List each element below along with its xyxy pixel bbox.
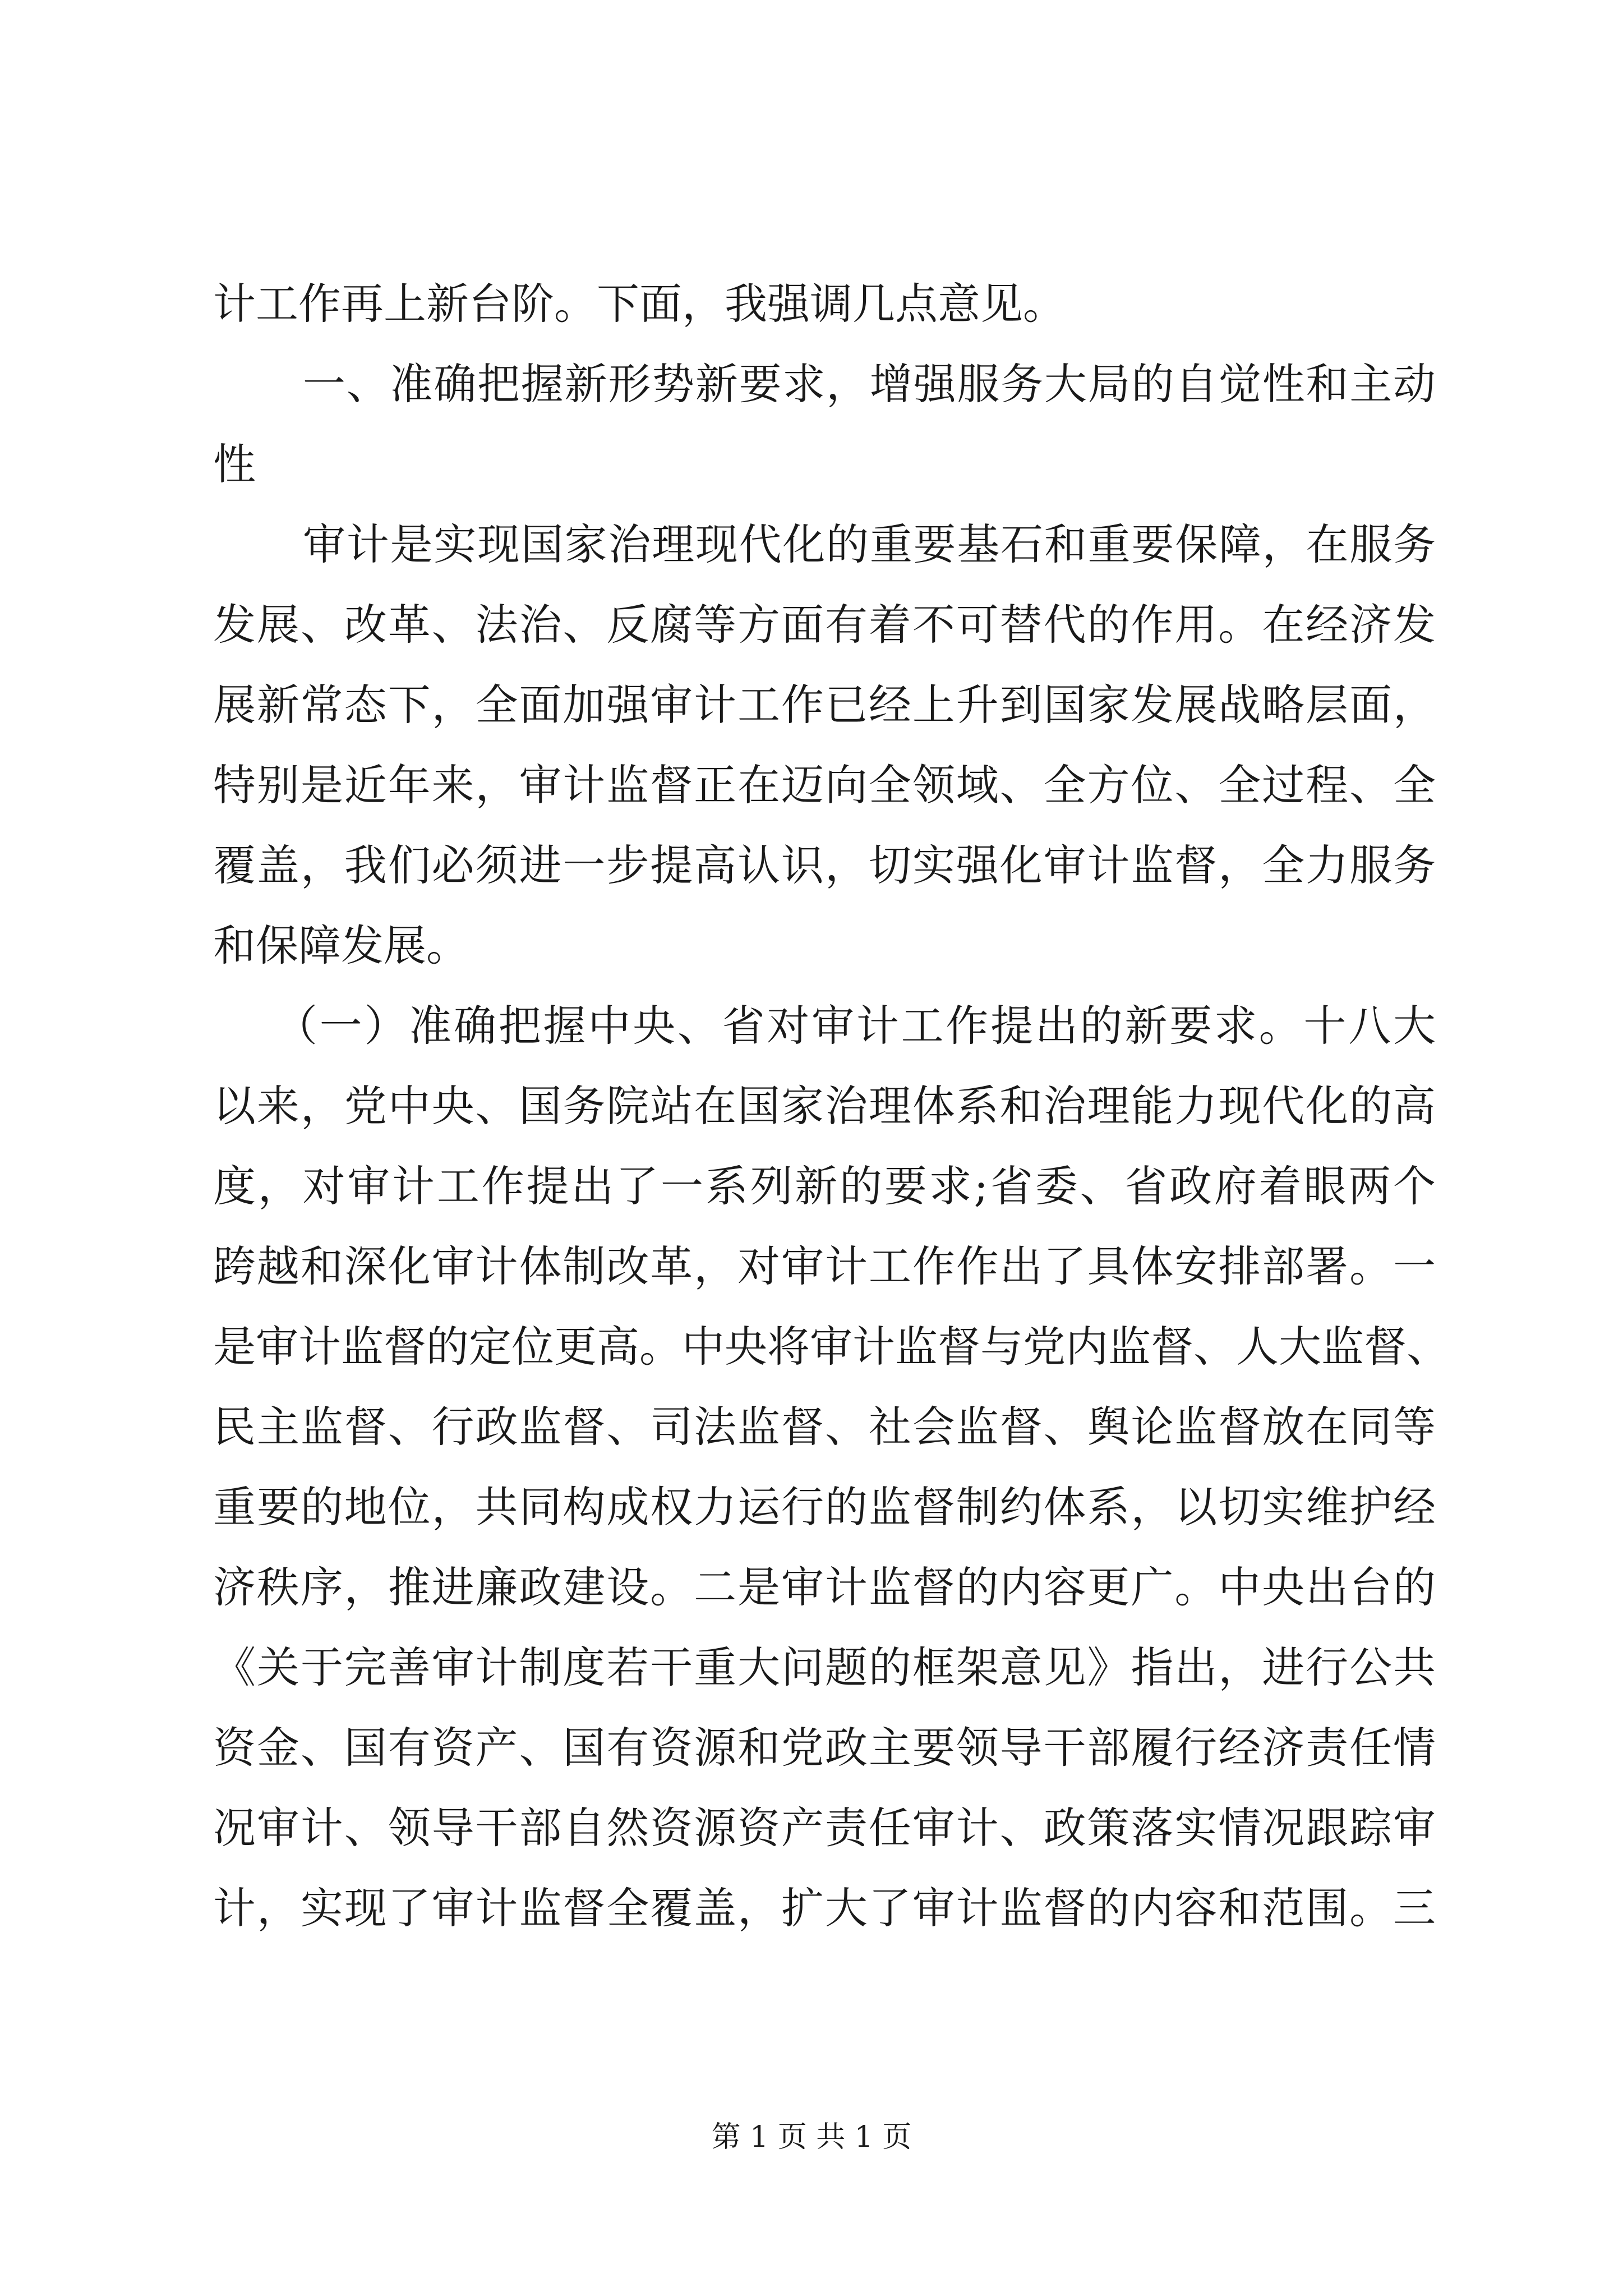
text-line: 《关于完善审计制度若干重大问题的框架意见》指出，进行公共 (213, 1642, 1436, 1692)
text-line: 况审计、领导干部自然资源资产责任审计、政策落实情况跟踪审 (213, 1803, 1436, 1853)
text-line: 覆盖，我们必须进一步提高认识，切实强化审计监督，全力服务 (213, 840, 1436, 890)
text-line: 是审计监督的定位更高。中央将审计监督与党内监督、人大监督、 (213, 1322, 1449, 1372)
text-line: 特别是近年来，审计监督正在迈向全领域、全方位、全过程、全 (213, 760, 1436, 810)
text-line: 展新常态下，全面加强审计工作已经上升到国家发展战略层面， (213, 680, 1436, 730)
document-body (213, 264, 1449, 1948)
text-line: 跨越和深化审计体制改革，对审计工作作出了具体安排部署。一 (213, 1241, 1436, 1291)
section-heading: 一、准确把握新形势新要求，增强服务大局的自觉性和主动 (303, 359, 1436, 409)
text-line: 民主监督、行政监督、司法监督、社会监督、舆论监督放在同等 (213, 1402, 1436, 1452)
text-line: 发展、改革、法治、反腐等方面有着不可替代的作用。在经济发 (213, 600, 1436, 650)
text-line: 审计是实现国家治理现代化的重要基石和重要保障，在服务 (303, 519, 1436, 569)
text-line: 计工作再上新台阶。下面，我强调几点意见。 (213, 279, 1066, 329)
text-line: 度，对审计工作提出了一系列新的要求;省委、省政府着眼两个 (213, 1161, 1436, 1211)
text-line: 济秩序，推进廉政建设。二是审计监督的内容更广。中央出台的 (213, 1562, 1436, 1612)
text-line: 和保障发展。 (213, 921, 469, 970)
text-line: 计，实现了审计监督全覆盖，扩大了审计监督的内容和范围。三 (213, 1883, 1436, 1933)
text-line: 以来，党中央、国务院站在国家治理体系和治理能力现代化的高 (213, 1081, 1436, 1131)
section-heading-continuation: 性 (213, 439, 256, 489)
subsection-line: （一）准确把握中央、省对审计工作提出的新要求。十八大 (275, 1001, 1436, 1051)
text-line: 资金、国有资产、国有资源和党政主要领导干部履行经济责任情 (213, 1723, 1436, 1773)
text-line: 重要的地位，共同构成权力运行的监督制约体系，以切实维护经 (213, 1482, 1436, 1532)
page-number-footer: 第 1 页 共 1 页 (711, 2120, 912, 2154)
